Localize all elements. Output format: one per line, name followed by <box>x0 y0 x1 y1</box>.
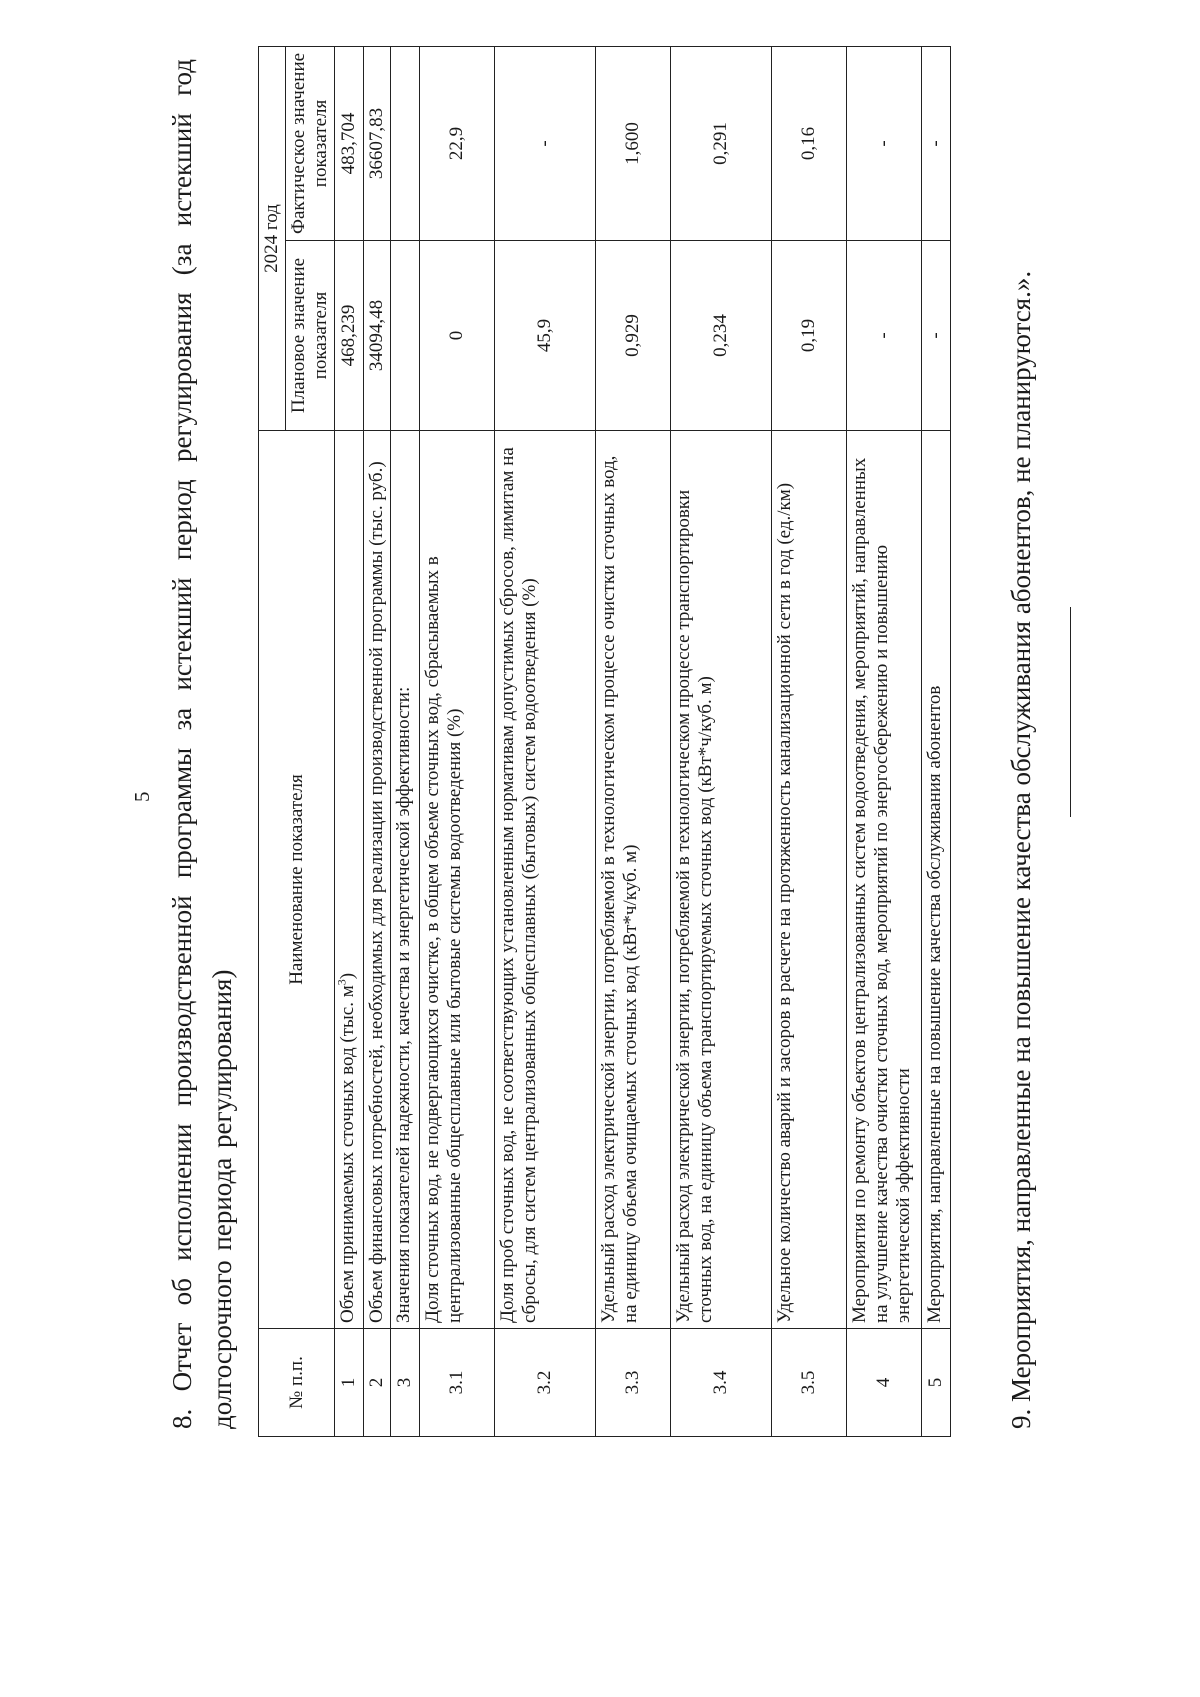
section-heading: 8. Отчет об исполнении производственной программы за истекший период регулирования (за истекший год долгосрочного периода регулирования) <box>167 59 237 1429</box>
row-plan-value: 34094,48 <box>364 241 391 431</box>
table-row <box>364 46 391 1436</box>
row-indicator: Удельное количество аварий и засоров в расчете на протяженность канализационной сети в год (ед./км) <box>772 431 847 1329</box>
separator-line <box>1070 607 1071 817</box>
row-plan-value: - <box>922 241 951 431</box>
section-9-note: 9. Мероприятия, направленные на повышение качества обслуживания абонентов, не планируются.». <box>1006 270 1036 1429</box>
table-row <box>847 46 922 1436</box>
row-number: 3.3 <box>596 1329 671 1437</box>
row-indicator: Доля сточных вод, не подвергающихся очистке, в общем объеме сточных вод, сбрасываемых в централизованные общесплавные или бытовые системы водоотведения (%) <box>420 431 495 1329</box>
report-table-wrapper <box>258 46 951 1437</box>
row-number: 3.2 <box>495 1329 596 1437</box>
row-indicator: Значения показателей надежности, качества и энергетической эффективности: <box>391 431 420 1329</box>
table-row <box>420 46 495 1436</box>
row-number: 3.4 <box>671 1329 772 1437</box>
row-indicator: Удельный расход электрической энергии, потребляемой в технологическом процессе транспортировки сточных вод, на единицу объема транспортируемых сточных вод (кВт*ч/куб. м) <box>671 431 772 1329</box>
superscript: 3 <box>334 979 349 986</box>
report-table <box>258 46 951 1437</box>
row-indicator-text: Объем принимаемых сточных вод (тыс. м <box>337 985 358 1323</box>
page-number: 5 <box>130 791 154 802</box>
row-fact-value: - <box>847 46 922 240</box>
table-row <box>495 46 596 1436</box>
row-fact-value: - <box>922 46 951 240</box>
row-indicator-text-end: ) <box>337 972 358 980</box>
table-row <box>335 46 364 1436</box>
row-plan-value: 0 <box>420 241 495 431</box>
row-fact-value: 1,600 <box>596 46 671 240</box>
row-plan-value: 0,19 <box>772 241 847 431</box>
row-plan-value: 468,239 <box>335 241 364 431</box>
row-number: 1 <box>335 1329 364 1437</box>
row-number: 2 <box>364 1329 391 1437</box>
row-plan-value: 0,929 <box>596 241 671 431</box>
row-indicator: Доля проб сточных вод, не соответствующих установленным нормативам допустимых сбросов, лимитам на сбросы, для систем централизованных общесплавных (бытовых) систем водоотведения (%) <box>495 431 596 1329</box>
row-fact-value: - <box>495 46 596 240</box>
row-plan-value <box>391 241 420 431</box>
row-number: 4 <box>847 1329 922 1437</box>
row-number: 3.1 <box>420 1329 495 1437</box>
header-fact-value: Фактическое значение показателя <box>286 46 335 240</box>
row-number: 3 <box>391 1329 420 1437</box>
row-number: 5 <box>922 1329 951 1437</box>
header-number: № п.п. <box>259 1329 335 1437</box>
row-plan-value: 45,9 <box>495 241 596 431</box>
table-row <box>671 46 772 1436</box>
row-plan-value: 0,234 <box>671 241 772 431</box>
header-indicator-name: Наименование показателя <box>259 431 335 1329</box>
row-plan-value: - <box>847 241 922 431</box>
row-fact-value: 0,16 <box>772 46 847 240</box>
row-fact-value: 36607,83 <box>364 46 391 240</box>
table-row <box>391 46 420 1436</box>
row-fact-value <box>391 46 420 240</box>
row-indicator: Мероприятия по ремонту объектов централизованных систем водоотведения, мероприятий, направленных на улучшение качества очистки сточных вод, мероприятий по энергосбережению и повышению энергетической эффективности <box>847 431 922 1329</box>
row-fact-value: 0,291 <box>671 46 772 240</box>
row-fact-value: 22,9 <box>420 46 495 240</box>
row-indicator: Удельный расход электрической энергии, потребляемой в технологическом процессе очистки сточных вод, на единицу объема очищаемых сточных вод (кВт*ч/куб. м) <box>596 431 671 1329</box>
row-indicator: Объем финансовых потребностей, необходимых для реализации производственной программы (тыс. руб.) <box>364 431 391 1329</box>
row-indicator <box>335 431 364 1329</box>
row-fact-value: 483,704 <box>335 46 364 240</box>
header-year: 2024 год <box>259 46 286 430</box>
table-row <box>772 46 847 1436</box>
header-plan-value: Плановое значение показателя <box>286 241 335 431</box>
table-row <box>596 46 671 1436</box>
row-number: 3.5 <box>772 1329 847 1437</box>
table-row <box>922 46 951 1436</box>
row-indicator: Мероприятия, направленные на повышение качества обслуживания абонентов <box>922 431 951 1329</box>
